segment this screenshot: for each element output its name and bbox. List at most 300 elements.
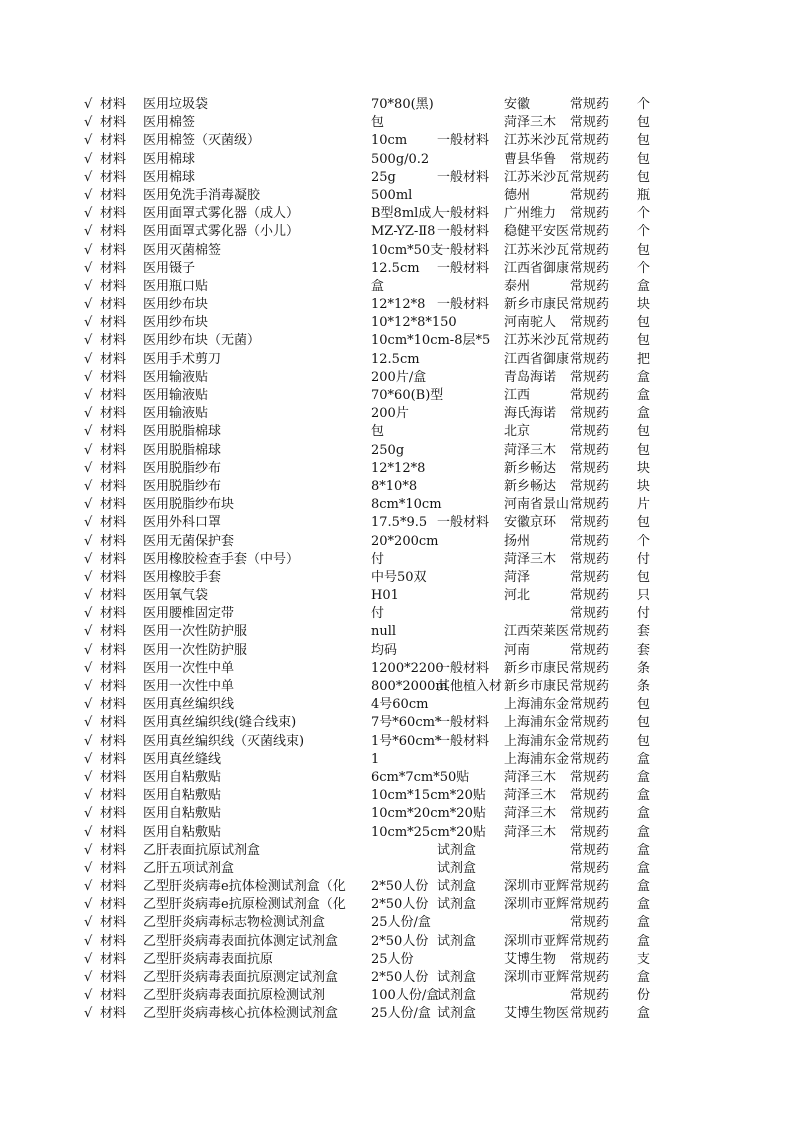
table-row [0,351,793,369]
item-type-cell: 材料 [100,497,127,513]
item-name-cell: 医用脱脂棉球 [143,424,222,440]
item-type-cell: 材料 [100,151,127,167]
item-unit-cell: 盒 [637,388,651,403]
item-spec-cell: 800*2000m [371,679,448,694]
item-manufacturer-cell: 上海浦东金 [504,697,570,713]
item-unit-cell: 个 [637,224,651,240]
item-unit-cell: 只 [637,588,651,604]
item-category-cell: 一般材料 [437,260,490,276]
item-name-cell: 医用真丝缝线 [143,751,222,767]
item-class-cell: 常规药 [570,624,610,640]
item-name-cell: 乙型肝炎病毒表面抗原 [143,951,274,967]
item-class-cell: 常规药 [570,788,610,804]
table-row [0,933,793,951]
check-mark-cell: √ [84,406,93,422]
item-spec-cell: 10cm*50支 [371,242,444,258]
item-spec-cell: 500ml [371,187,413,203]
item-type-cell: 材料 [100,515,127,531]
item-spec-cell: 200片/盒 [371,369,427,385]
item-type-cell: 材料 [100,715,127,731]
table-row [0,733,793,751]
table-row [0,896,793,914]
check-mark-cell: √ [84,588,93,604]
item-manufacturer-cell: 上海浦东金 [504,751,570,767]
item-unit-cell: 条 [637,679,651,694]
item-spec-cell: 10cm [371,133,408,149]
item-name-cell: 乙型肝炎病毒表面抗原检测试剂 [143,988,326,1004]
table-row [0,187,793,205]
item-type-cell: 材料 [100,642,127,658]
item-type-cell: 材料 [100,187,127,203]
check-mark-cell: √ [84,442,93,458]
item-name-cell: 医用真丝编织线 [143,697,235,713]
item-class-cell: 常规药 [570,679,610,694]
item-unit-cell: 包 [637,442,651,458]
item-class-cell: 常规药 [570,915,610,931]
check-mark-cell: √ [84,97,93,112]
item-category-cell: 试剂盒 [437,970,477,985]
table-row [0,423,793,441]
item-name-cell: 医用橡胶手套 [143,569,222,585]
check-mark-cell: √ [84,860,93,876]
item-spec-cell: 包 [371,115,385,131]
item-unit-cell: 包 [637,515,651,531]
item-spec-cell: 中号50双 [371,569,427,585]
item-category-cell: 试剂盒 [437,897,477,913]
item-unit-cell: 包 [637,242,651,258]
item-manufacturer-cell: 菏泽三木 [504,115,557,131]
table-row [0,714,793,732]
item-class-cell: 常规药 [570,751,610,767]
check-mark-cell: √ [84,824,93,840]
item-type-cell: 材料 [100,624,127,640]
item-class-cell: 常规药 [570,606,610,622]
check-mark-cell: √ [84,697,93,713]
item-manufacturer-cell: 深圳市亚辉 [504,970,570,985]
item-unit-cell: 盒 [637,860,651,876]
item-name-cell: 医用真丝编织线(缝合线束) [143,715,297,731]
check-mark-cell: √ [84,187,93,203]
item-spec-cell: 1200*2200 [371,660,444,676]
item-name-cell: 医用输液贴 [143,369,209,385]
item-spec-cell: 25人份/盒 [371,915,431,931]
item-unit-cell: 盒 [637,933,651,949]
table-row [0,551,793,569]
check-mark-cell: √ [84,278,93,294]
item-name-cell: 乙型肝炎病毒标志物检测试剂盒 [143,915,326,931]
item-manufacturer-cell: 广州维力 [504,206,557,222]
item-class-cell: 常规药 [570,297,610,313]
item-name-cell: 医用橡胶检查手套（中号） [143,551,300,567]
check-mark-cell: √ [84,388,93,403]
check-mark-cell: √ [84,478,93,494]
item-name-cell: 医用面罩式雾化器（小儿） [143,224,300,240]
check-mark-cell: √ [84,369,93,385]
item-unit-cell: 包 [637,715,651,731]
table-row [0,460,793,478]
item-manufacturer-cell: 河南省景山 [504,497,570,513]
item-class-cell: 常规药 [570,333,610,349]
item-unit-cell: 盒 [637,879,651,895]
item-unit-cell: 包 [637,333,651,349]
item-class-cell: 常规药 [570,860,610,876]
item-manufacturer-cell: 海氏海诺 [504,406,557,422]
table-row [0,642,793,660]
check-mark-cell: √ [84,551,93,567]
item-spec-cell: 2*50人份 [371,897,429,913]
table-row [0,205,793,223]
item-spec-cell: 12.5cm [371,351,420,367]
check-mark-cell: √ [84,642,93,658]
item-spec-cell: 25人份 [371,951,414,967]
item-unit-cell: 个 [637,206,651,222]
item-unit-cell: 瓶 [637,187,651,203]
item-unit-cell: 盒 [637,897,651,913]
item-manufacturer-cell: 德州 [504,187,531,203]
table-row [0,678,793,696]
item-category-cell: 一般材料 [437,515,490,531]
item-spec-cell: 500g/0.2 [371,151,430,167]
item-unit-cell: 盒 [637,369,651,385]
item-type-cell: 材料 [100,606,127,622]
item-type-cell: 材料 [100,206,127,222]
item-name-cell: 医用自粘敷贴 [143,769,222,785]
item-class-cell: 常规药 [570,660,610,676]
item-name-cell: 医用手术剪刀 [143,351,222,367]
item-spec-cell: 包 [371,424,385,440]
item-category-cell: 试剂盒 [437,879,477,895]
item-category-cell: 一般材料 [437,206,490,222]
check-mark-cell: √ [84,933,93,949]
item-name-cell: 医用棉签（灭菌级） [143,133,261,149]
item-unit-cell: 盒 [637,915,651,931]
item-spec-cell: 25g [371,169,396,185]
item-manufacturer-cell: 安徽 [504,97,531,112]
item-manufacturer-cell: 深圳市亚辉 [504,933,570,949]
item-spec-cell: null [371,624,397,640]
item-unit-cell: 条 [637,660,651,676]
check-mark-cell: √ [84,751,93,767]
item-type-cell: 材料 [100,806,127,822]
item-spec-cell: 1号*60cm* [371,733,442,749]
item-spec-cell: 盒 [371,278,385,294]
item-type-cell: 材料 [100,242,127,258]
item-class-cell: 常规药 [570,424,610,440]
check-mark-cell: √ [84,424,93,440]
item-name-cell: 医用镊子 [143,260,196,276]
item-manufacturer-cell: 泰州 [504,278,531,294]
item-spec-cell: 10cm*10cm-8层*5 [371,333,491,349]
item-manufacturer-cell: 艾博生物 [504,951,557,967]
table-row [0,660,793,678]
item-name-cell: 医用真丝编织线（灭菌线束) [143,733,305,749]
item-spec-cell: 1 [371,751,380,767]
table-row [0,878,793,896]
item-type-cell: 材料 [100,733,127,749]
item-class-cell: 常规药 [570,697,610,713]
item-name-cell: 医用纱布块 [143,315,209,331]
item-spec-cell: 10cm*25cm*20贴 [371,824,486,840]
item-type-cell: 材料 [100,569,127,585]
item-spec-cell: 10cm*15cm*20贴 [371,788,486,804]
table-row [0,114,793,132]
item-manufacturer-cell: 菏泽 [504,569,531,585]
item-name-cell: 医用脱脂纱布 [143,478,222,494]
item-category-cell: 一般材料 [437,660,490,676]
item-class-cell: 常规药 [570,970,610,985]
check-mark-cell: √ [84,1006,93,1022]
item-class-cell: 常规药 [570,460,610,476]
item-name-cell: 医用自粘敷贴 [143,806,222,822]
item-class-cell: 常规药 [570,879,610,895]
table-row [0,478,793,496]
item-name-cell: 医用垃圾袋 [143,97,209,112]
check-mark-cell: √ [84,624,93,640]
check-mark-cell: √ [84,133,93,149]
item-spec-cell: 2*50人份 [371,933,429,949]
item-unit-cell: 盒 [637,970,651,985]
item-unit-cell: 盒 [637,842,651,858]
item-name-cell: 乙肝表面抗原试剂盒 [143,842,261,858]
item-type-cell: 材料 [100,860,127,876]
item-class-cell: 常规药 [570,351,610,367]
item-class-cell: 常规药 [570,897,610,913]
item-type-cell: 材料 [100,697,127,713]
item-unit-cell: 包 [637,733,651,749]
table-row [0,242,793,260]
item-spec-cell: 8*10*8 [371,478,418,494]
item-class-cell: 常规药 [570,806,610,822]
table-row [0,751,793,769]
item-class-cell: 常规药 [570,278,610,294]
item-name-cell: 医用灭菌棉签 [143,242,222,258]
item-spec-cell: 付 [371,606,385,622]
check-mark-cell: √ [84,297,93,313]
item-type-cell: 材料 [100,769,127,785]
table-row [0,587,793,605]
check-mark-cell: √ [84,733,93,749]
table-row [0,332,793,350]
item-category-cell: 一般材料 [437,169,490,185]
table-row [0,824,793,842]
item-unit-cell: 盒 [637,824,651,840]
item-manufacturer-cell: 上海浦东金 [504,715,570,731]
check-mark-cell: √ [84,533,93,549]
item-name-cell: 医用一次性中单 [143,679,235,694]
table-row [0,623,793,641]
item-type-cell: 材料 [100,660,127,676]
item-manufacturer-cell: 新乡市康民 [504,660,570,676]
item-manufacturer-cell: 河南 [504,642,531,658]
item-manufacturer-cell: 江西省御康 [504,260,570,276]
item-unit-cell: 盒 [637,769,651,785]
item-class-cell: 常规药 [570,715,610,731]
item-name-cell: 医用面罩式雾化器（成人） [143,206,300,222]
item-unit-cell: 把 [637,351,651,367]
item-spec-cell: H01 [371,588,399,604]
table-row [0,605,793,623]
table-row [0,860,793,878]
item-class-cell: 常规药 [570,842,610,858]
item-type-cell: 材料 [100,751,127,767]
item-type-cell: 材料 [100,278,127,294]
item-type-cell: 材料 [100,988,127,1004]
item-spec-cell: 12*12*8 [371,460,426,476]
check-mark-cell: √ [84,460,93,476]
table-row [0,260,793,278]
table-row [0,405,793,423]
item-spec-cell: 4号60cm [371,697,429,713]
item-type-cell: 材料 [100,824,127,840]
item-manufacturer-cell: 江西荣莱医 [504,624,570,640]
item-name-cell: 医用棉球 [143,169,196,185]
item-unit-cell: 盒 [637,406,651,422]
table-row [0,1005,793,1023]
item-name-cell: 医用脱脂棉球 [143,442,222,458]
table-row [0,132,793,150]
item-category-cell: 试剂盒 [437,842,477,858]
item-name-cell: 乙肝五项试剂盒 [143,860,235,876]
item-type-cell: 材料 [100,970,127,985]
item-manufacturer-cell: 菏泽三木 [504,824,557,840]
item-spec-cell: 20*200cm [371,533,439,549]
item-type-cell: 材料 [100,842,127,858]
item-spec-cell: 8cm*10cm [371,497,442,513]
item-class-cell: 常规药 [570,497,610,513]
item-manufacturer-cell: 江苏米沙瓦 [504,169,570,185]
check-mark-cell: √ [84,606,93,622]
check-mark-cell: √ [84,715,93,731]
item-spec-cell: 100人份/盒 [371,988,440,1004]
item-manufacturer-cell: 江苏米沙瓦 [504,242,570,258]
item-type-cell: 材料 [100,369,127,385]
item-name-cell: 医用输液贴 [143,388,209,403]
item-manufacturer-cell: 新乡畅达 [504,478,557,494]
item-unit-cell: 付 [637,606,651,622]
item-class-cell: 常规药 [570,242,610,258]
item-manufacturer-cell: 河北 [504,588,531,604]
item-manufacturer-cell: 上海浦东金 [504,733,570,749]
item-class-cell: 常规药 [570,988,610,1004]
check-mark-cell: √ [84,115,93,131]
item-name-cell: 医用自粘敷贴 [143,824,222,840]
item-type-cell: 材料 [100,551,127,567]
item-manufacturer-cell: 扬州 [504,533,531,549]
item-name-cell: 医用棉球 [143,151,196,167]
table-row [0,514,793,532]
check-mark-cell: √ [84,788,93,804]
item-name-cell: 医用棉签 [143,115,196,131]
table-row [0,296,793,314]
item-name-cell: 医用自粘敷贴 [143,788,222,804]
table-row [0,151,793,169]
item-unit-cell: 包 [637,115,651,131]
item-class-cell: 常规药 [570,588,610,604]
item-manufacturer-cell: 深圳市亚辉 [504,879,570,895]
item-type-cell: 材料 [100,533,127,549]
item-manufacturer-cell: 曹县华鲁 [504,151,557,167]
table-row [0,496,793,514]
check-mark-cell: √ [84,315,93,331]
item-unit-cell: 包 [637,424,651,440]
item-category-cell: 试剂盒 [437,860,477,876]
item-manufacturer-cell: 江西 [504,388,531,403]
item-type-cell: 材料 [100,879,127,895]
table-row [0,369,793,387]
check-mark-cell: √ [84,988,93,1004]
item-spec-cell: 6cm*7cm*50贴 [371,769,470,785]
item-type-cell: 材料 [100,97,127,112]
item-type-cell: 材料 [100,224,127,240]
item-manufacturer-cell: 菏泽三木 [504,788,557,804]
item-unit-cell: 块 [637,460,651,476]
item-class-cell: 常规药 [570,733,610,749]
item-type-cell: 材料 [100,788,127,804]
item-unit-cell: 包 [637,315,651,331]
item-name-cell: 乙型肝炎病毒e抗体检测试剂盒（化 [143,879,346,895]
table-row [0,169,793,187]
item-type-cell: 材料 [100,915,127,931]
item-class-cell: 常规药 [570,569,610,585]
item-type-cell: 材料 [100,424,127,440]
item-unit-cell: 盒 [637,788,651,804]
table-row [0,278,793,296]
item-class-cell: 常规药 [570,224,610,240]
item-unit-cell: 付 [637,551,651,567]
item-type-cell: 材料 [100,115,127,131]
item-name-cell: 医用输液贴 [143,406,209,422]
item-unit-cell: 包 [637,151,651,167]
item-class-cell: 常规药 [570,260,610,276]
table-row [0,805,793,823]
check-mark-cell: √ [84,497,93,513]
item-manufacturer-cell: 菏泽三木 [504,806,557,822]
item-name-cell: 医用一次性防护服 [143,642,248,658]
item-class-cell: 常规药 [570,388,610,403]
item-unit-cell: 盒 [637,1006,651,1022]
item-spec-cell: 10*12*8*150 [371,315,457,331]
table-row [0,533,793,551]
item-name-cell: 乙型肝炎病毒表面抗原测定试剂盒 [143,970,339,985]
item-spec-cell: 10cm*20cm*20贴 [371,806,486,822]
table-row [0,987,793,1005]
item-unit-cell: 包 [637,133,651,149]
spreadsheet-table [0,96,793,1024]
item-name-cell: 医用免洗手消毒凝胶 [143,187,261,203]
item-spec-cell: 12*12*8 [371,297,426,313]
item-type-cell: 材料 [100,406,127,422]
check-mark-cell: √ [84,569,93,585]
item-unit-cell: 套 [637,624,651,640]
item-class-cell: 常规药 [570,133,610,149]
item-spec-cell: 200片 [371,406,409,422]
item-class-cell: 常规药 [570,533,610,549]
item-class-cell: 常规药 [570,115,610,131]
check-mark-cell: √ [84,879,93,895]
table-row [0,914,793,932]
item-type-cell: 材料 [100,1006,127,1022]
item-spec-cell: 250g [371,442,405,458]
check-mark-cell: √ [84,915,93,931]
item-name-cell: 医用脱脂纱布块 [143,497,235,513]
item-unit-cell: 包 [637,569,651,585]
item-name-cell: 医用纱布块（无菌） [143,333,261,349]
item-type-cell: 材料 [100,951,127,967]
item-spec-cell: 7号*60cm* [371,715,442,731]
item-category-cell: 试剂盒 [437,988,477,1004]
table-row [0,314,793,332]
item-name-cell: 医用腰椎固定带 [143,606,235,622]
